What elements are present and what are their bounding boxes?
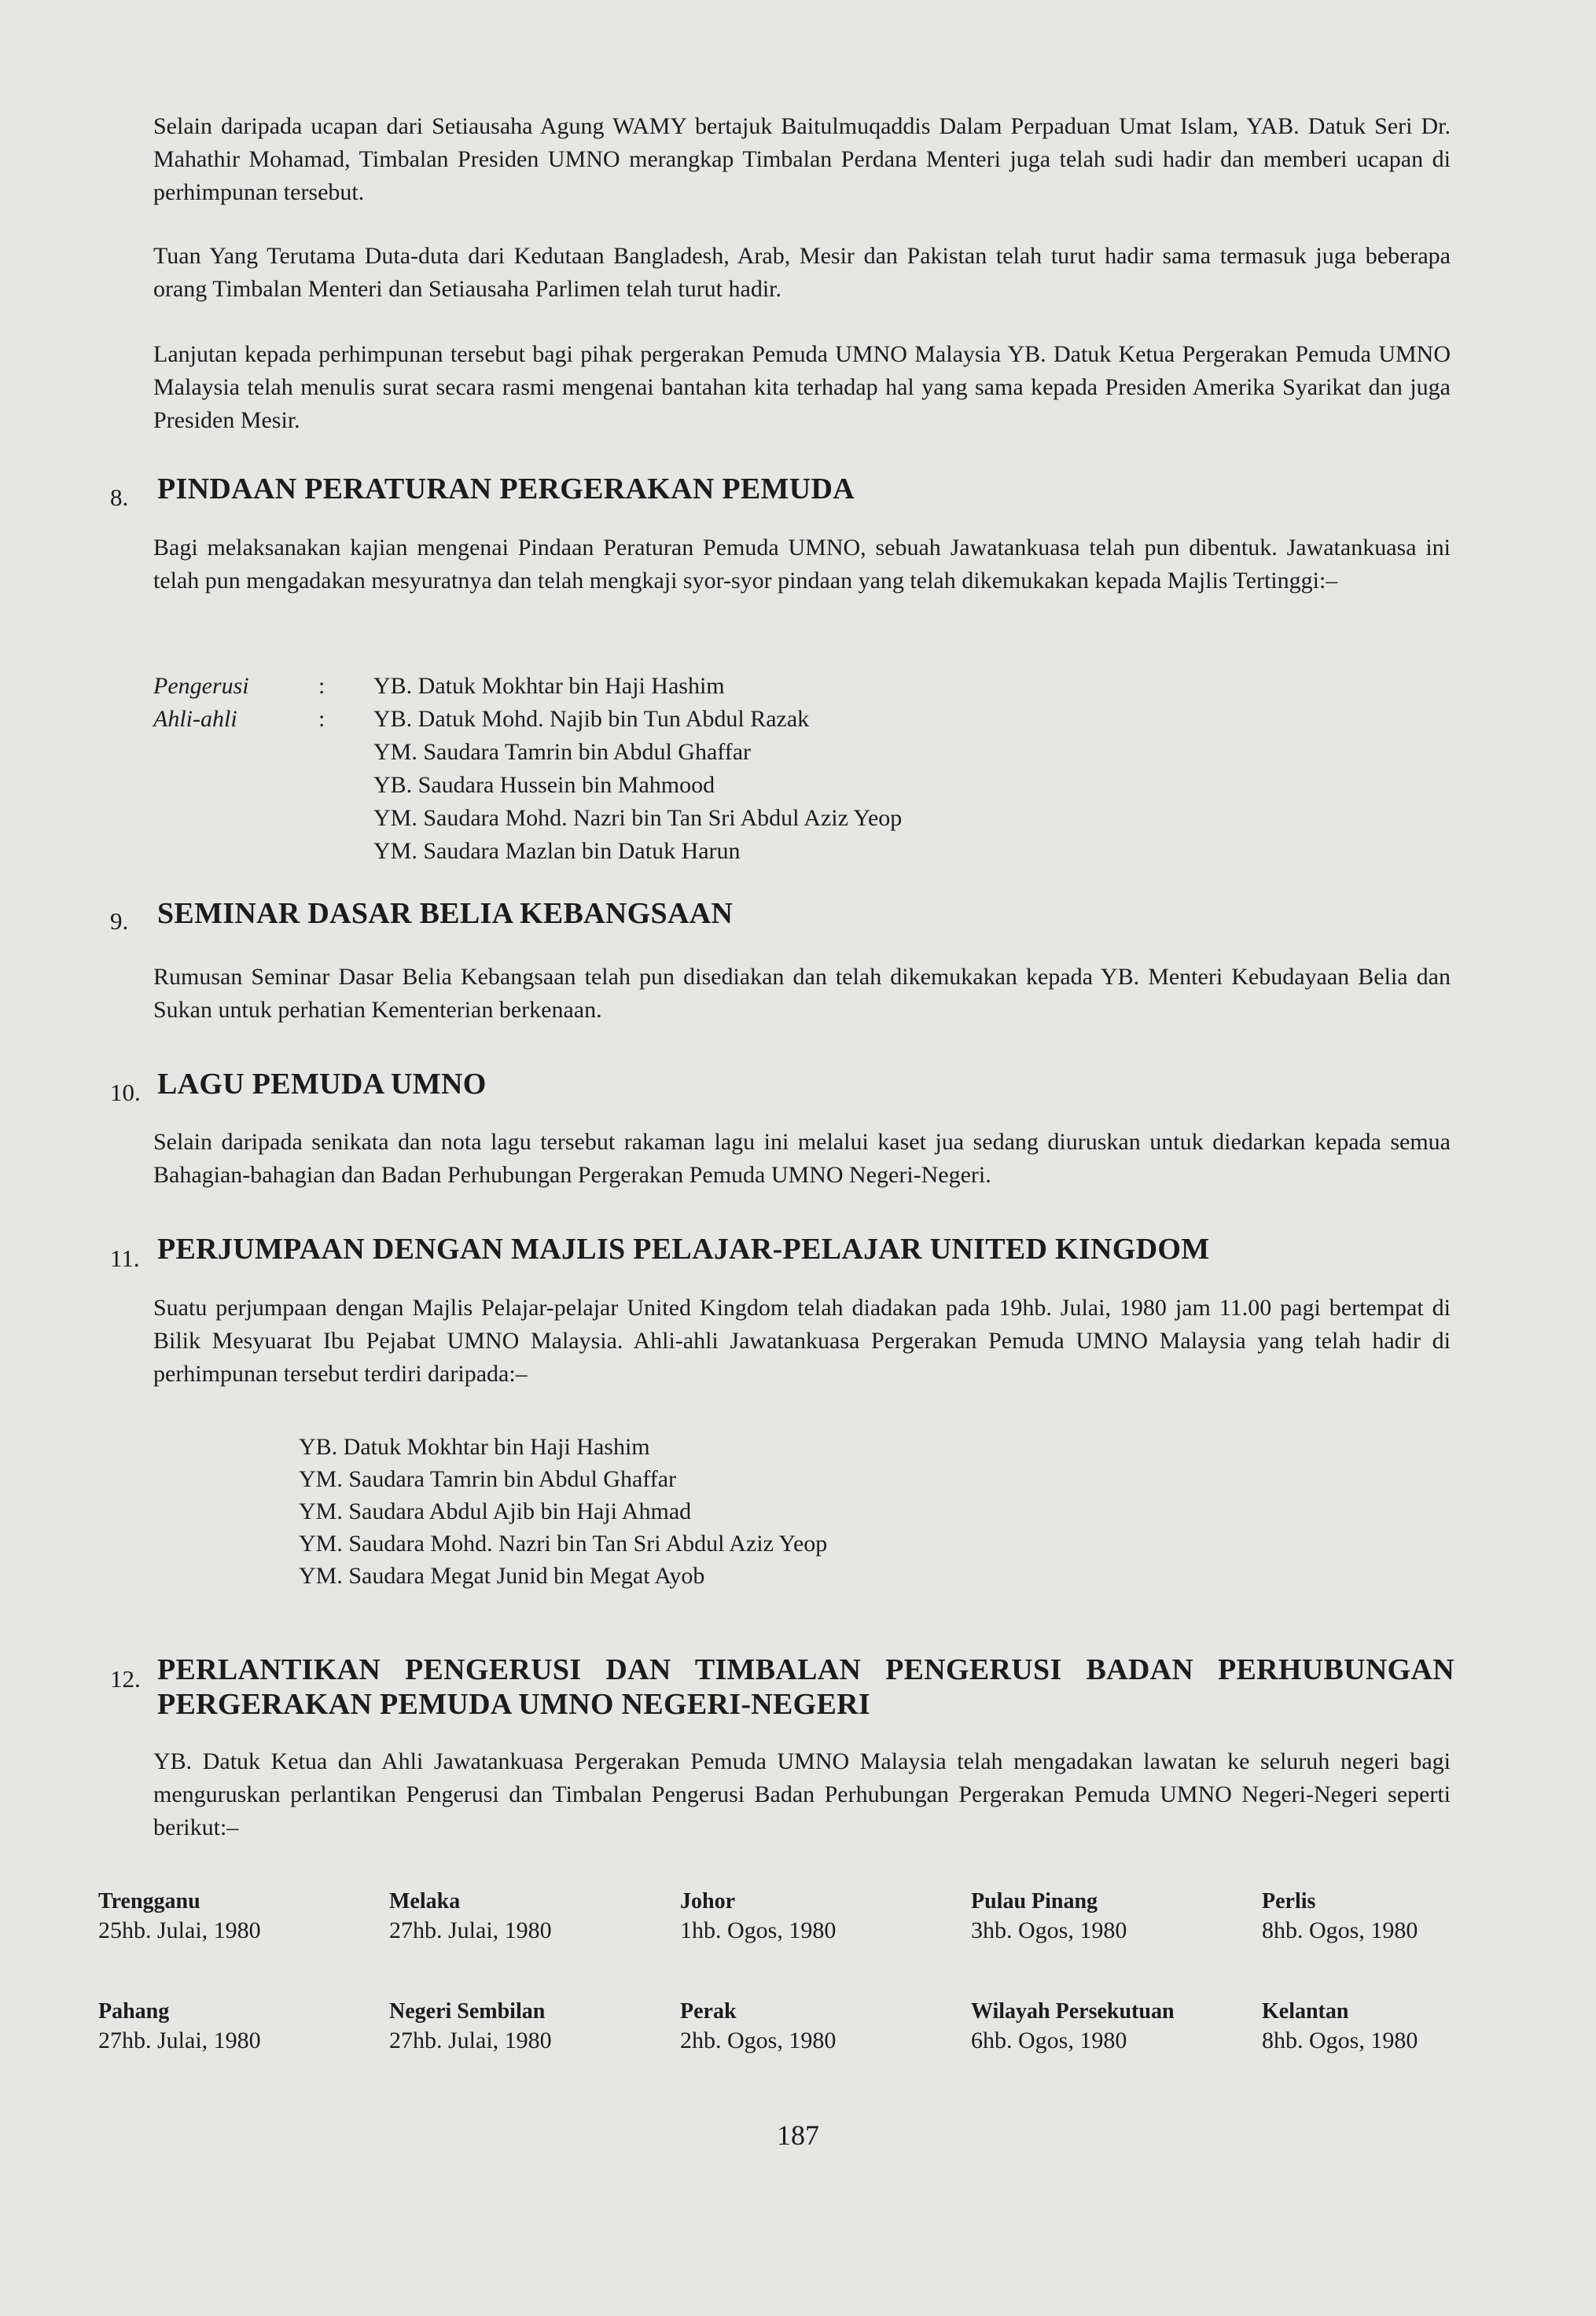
state-name: Johor [680, 1889, 735, 1913]
member-name: YB. Saudara Hussein bin Mahmood [373, 772, 715, 798]
member-colon [318, 802, 373, 835]
state-entry [971, 1888, 1262, 1954]
state-name: Kelantan [1262, 1999, 1349, 2024]
committee-member-table [153, 670, 902, 868]
section-title: SEMINAR DASAR BELIA KEBANGSAAN [157, 897, 734, 930]
intro-paragraph-2: Tuan Yang Terutama Duta-duta dari Kedutaan Bangladesh, Arab, Mesir dan Pakistan telah turut hadir sama termasuk juga beberapa orang Timbalan Menteri dan Setiausaha Parlimen telah turut hadir. [153, 243, 1451, 302]
state-entry [98, 1998, 389, 2064]
committee-member-row [153, 802, 902, 835]
attendee-item: YB. Datuk Mokhtar bin Haji Hashim [299, 1434, 650, 1460]
section-title-line-2: PERGERAKAN PEMUDA UMNO NEGERI-NEGERI [157, 1688, 870, 1721]
state-date: 1hb. Ogos, 1980 [680, 1917, 837, 1943]
member-name: YM. Saudara Tamrin bin Abdul Ghaffar [373, 739, 752, 765]
state-name: Trengganu [98, 1889, 200, 1913]
section-body: Suatu perjumpaan dengan Majlis Pelajar-pelajar United Kingdom telah diadakan pada 19hb. Julai, 1980 jam 11.00 pagi bertempat di Bilik Mesyuarat Ibu Pejabat UMNO Malaysia. Ahli-ahli Jawatankuasa Pergerakan Pemuda UMNO Malaysia yang telah hadir di perhimpunan tersebut terdiri daripada:– [153, 1295, 1451, 1387]
member-colon: : [318, 706, 325, 732]
attendee-item: YM. Saudara Abdul Ajib bin Haji Ahmad [299, 1498, 692, 1524]
member-name: YB. Datuk Mohd. Najib bin Tun Abdul Razak [373, 706, 810, 732]
section-body: Selain daripada senikata dan nota lagu tersebut rakaman lagu ini melalui kaset jua sedang diuruskan untuk diedarkan kepada semua Bahagian-bahagian dan Badan Perhubungan Pergerakan Pemuda UMNO Negeri-Negeri. [153, 1129, 1451, 1188]
state-entry [680, 1998, 971, 2064]
member-role: Pengerusi [153, 673, 249, 699]
state-date: 27hb. Julai, 1980 [389, 1917, 552, 1943]
state-name: Wilayah Persekutuan [971, 1999, 1175, 2024]
state-entry [389, 1998, 680, 2064]
section-body: Bagi melaksanakan kajian mengenai Pindaan Peraturan Pemuda UMNO, sebuah Jawatankuasa telah pun dibentuk. Jawatankuasa ini telah pun mengadakan mesyuratnya dan telah mengkaji syor-syor pindaan yang telah dikemukakan kepada Majlis Tertinggi:– [153, 535, 1451, 594]
state-date: 27hb. Julai, 1980 [389, 2027, 552, 2053]
member-role: Ahli-ahli [153, 706, 237, 732]
member-role [153, 802, 318, 835]
member-colon: : [318, 673, 325, 699]
state-name: Pulau Pinang [971, 1889, 1098, 1913]
committee-member-row [153, 670, 902, 703]
attendee-item: YM. Saudara Tamrin bin Abdul Ghaffar [299, 1466, 677, 1492]
attendee-item: YM. Saudara Megat Junid bin Megat Ayob [299, 1563, 705, 1589]
state-entry [971, 1998, 1262, 2064]
member-colon [318, 736, 373, 769]
member-name: YM. Saudara Mazlan bin Datuk Harun [373, 838, 741, 864]
member-colon [318, 769, 373, 802]
intro-paragraph-1: Selain daripada ucapan dari Setiausaha Agung WAMY bertajuk Baitulmuqaddis Dalam Perpaduan Umat Islam, YAB. Datuk Seri Dr. Mahathir Mohamad, Timbalan Presiden UMNO merangkap Timbalan Perdana Menteri juga telah sudi hadir dan memberi ucapan di perhimpunan tersebut. [153, 113, 1451, 205]
section-number: 9. [110, 907, 129, 935]
state-entry [680, 1888, 971, 1954]
intro-paragraph-3: Lanjutan kepada perhimpunan tersebut bagi pihak pergerakan Pemuda UMNO Malaysia YB. Datuk Ketua Pergerakan Pemuda UMNO Malaysia telah menulis surat secara rasmi mengenai bantahan kita terhadap hal yang sama kepada Presiden Amerika Syarikat dan juga Presiden Mesir. [153, 341, 1451, 433]
member-colon [318, 835, 373, 868]
section-title-line-1: PERLANTIKAN PENGERUSI DAN TIMBALAN PENGERUSI BADAN PERHUBUNGAN [157, 1653, 1454, 1686]
committee-member-row [153, 703, 902, 736]
section-title: LAGU PEMUDA UMNO [157, 1068, 487, 1101]
section-number: 11. [110, 1244, 140, 1272]
attendee-list [299, 1431, 827, 1592]
member-role [153, 769, 318, 802]
section-number: 10. [110, 1079, 141, 1106]
section-number: 12. [110, 1665, 141, 1693]
section-title: PINDAAN PERATURAN PERGERAKAN PEMUDA [157, 472, 855, 505]
committee-member-row [153, 769, 902, 802]
state-date: 27hb. Julai, 1980 [98, 2027, 261, 2053]
member-role [153, 835, 318, 868]
attendee-item: YM. Saudara Mohd. Nazri bin Tan Sri Abdul Aziz Yeop [299, 1531, 828, 1557]
state-name: Pahang [98, 1999, 170, 2024]
member-role [153, 736, 318, 769]
section-number: 8. [110, 483, 129, 511]
member-name: YM. Saudara Mohd. Nazri bin Tan Sri Abdul Aziz Yeop [373, 805, 903, 831]
state-date: 6hb. Ogos, 1980 [971, 2027, 1127, 2053]
state-visit-schedule [98, 1888, 1466, 2064]
state-date: 3hb. Ogos, 1980 [971, 1917, 1127, 1943]
state-date: 8hb. Ogos, 1980 [1262, 1917, 1418, 1943]
page-number: 187 [777, 2119, 819, 2151]
section-body: YB. Datuk Ketua dan Ahli Jawatankuasa Pergerakan Pemuda UMNO Malaysia telah mengadakan lawatan ke seluruh negeri bagi menguruskan perlantikan Pengerusi dan Timbalan Pengerusi Badan Perhubungan Pergerakan Pemuda UMNO Negeri-Negeri seperti berikut:– [153, 1748, 1451, 1840]
section-body: Rumusan Seminar Dasar Belia Kebangsaan telah pun disediakan dan telah dikemukakan kepada YB. Menteri Kebudayaan Belia dan Sukan untuk perhatian Kementerian berkenaan. [153, 964, 1451, 1023]
state-row [98, 1998, 1466, 2064]
state-name: Perlis [1262, 1889, 1316, 1913]
state-entry [389, 1888, 680, 1954]
state-name: Perak [680, 1999, 737, 2024]
member-name: YB. Datuk Mokhtar bin Haji Hashim [373, 673, 725, 699]
state-name: Melaka [389, 1889, 461, 1913]
state-row [98, 1888, 1466, 1954]
state-name: Negeri Sembilan [389, 1999, 546, 2024]
committee-member-row [153, 736, 902, 769]
state-entry [1262, 1888, 1466, 1954]
state-date: 25hb. Julai, 1980 [98, 1917, 261, 1943]
state-entry [1262, 1998, 1466, 2064]
state-entry [98, 1888, 389, 1954]
section-title: PERJUMPAAN DENGAN MAJLIS PELAJAR-PELAJAR UNITED KINGDOM [157, 1233, 1210, 1266]
state-date: 8hb. Ogos, 1980 [1262, 2027, 1418, 2053]
committee-member-row [153, 835, 902, 868]
state-date: 2hb. Ogos, 1980 [680, 2027, 837, 2053]
